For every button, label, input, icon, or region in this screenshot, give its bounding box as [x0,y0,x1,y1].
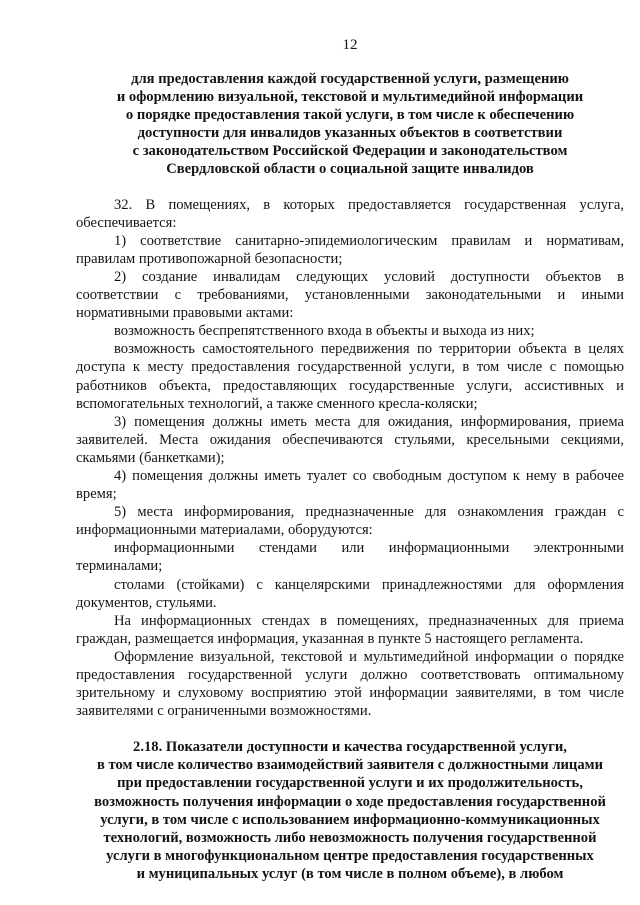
section-heading-continued [76,70,624,179]
paragraph-item-2: 2) создание инвалидам следующих условий доступности объектов в соответствии с требованиями, установленными законодательными и иными нормативными правовыми актами: [76,268,624,322]
paragraph-item-4: 4) помещения должны иметь туалет со свободным доступом к нему в рабочее время; [76,467,624,503]
heading-line: в том числе количество взаимодействий заявителя с должностными лицами [97,757,603,774]
spacer [76,720,624,738]
paragraph-stands: информационными стендами или информационными электронными терминалами; [76,540,624,575]
paragraph-info-stands: На информационных стендах в помещениях, предназначенных для приема граждан, размещается информация, указанная в пункте 5 настоящего регламента. [76,612,624,647]
page-number: 12 [342,37,358,53]
paragraph-movement: возможность самостоятельного передвижения по территории объекта в целях доступа к месту предоставления государственной услуги, в том числе с помощью работников объекта, предоставляющих государственные услуги, ассистивных и вспомогательных технологий, а также сменного кресла-коляски; [76,341,624,412]
heading-line: услуги в многофункциональном центре предоставления государственных [106,847,594,864]
heading-line: технологий, возможность либо невозможность получения государственной [103,829,597,846]
paragraph-design: Оформление визуальной, текстовой и мультимедийной информации о порядке предоставления государственной услуги должно соответствовать оптимальному зрительному и слуховому восприятию этой информации заявителями, в том числе заявителями с ограниченными возможностями. [76,648,624,720]
heading-line: с законодательством Российской Федерации и законодательством [132,143,568,160]
section-heading-2-18 [76,738,624,883]
document-page [76,36,624,883]
heading-line: возможность получения информации о ходе предоставления государственной [94,793,606,810]
paragraph-item-5: 5) места информирования, предназначенные для ознакомления граждан с информационными материалами, оборудуются: [76,504,624,539]
heading-line: при предоставлении государственной услуги и их продолжительность, [117,775,583,792]
heading-line: для предоставления каждой государственной услуги, размещению [131,71,569,87]
paragraph-item-3: 3) помещения должны иметь места для ожидания, информирования, приема заявителей. Места ожидания обеспечиваются стульями, кресельными секциями, скамьями (банкетками); [76,413,624,466]
paragraph-item-1: 1) соответствие санитарно-эпидемиологическим правилам и нормативам, правилам противопожарной безопасности; [76,232,624,267]
body-text [76,196,624,721]
heading-line: Свердловской области о социальной защите инвалидов [166,161,534,178]
paragraph-tables: столами (стойками) с канцелярскими принадлежностями для оформления документов, стульями. [76,576,624,611]
heading-line: услуги, в том числе с использованием информационно-коммуникационных [100,811,600,828]
heading-line: доступности для инвалидов указанных объектов в соответствии [137,125,563,142]
heading-line: 2.18. Показатели доступности и качества государственной услуги, [133,739,567,756]
heading-line: и оформлению визуальной, текстовой и мультимедийной информации [116,89,584,106]
heading-line: о порядке предоставления такой услуги, в том числе к обеспечению [125,107,575,124]
paragraph-entry-access: возможность беспрепятственного входа в объекты и выхода из них; [114,323,535,340]
paragraph-32: 32. В помещениях, в которых предоставляется государственная услуга, обеспечивается: [76,196,624,231]
heading-line: и муниципальных услуг (в том числе в полном объеме), в любом [136,865,564,882]
